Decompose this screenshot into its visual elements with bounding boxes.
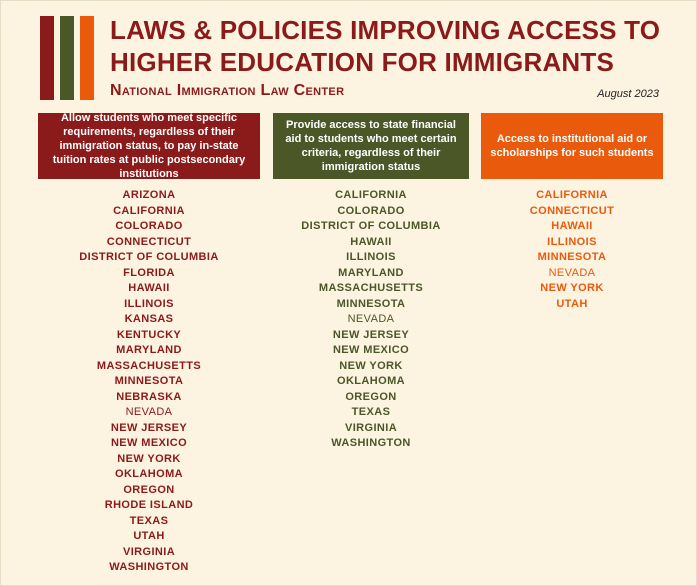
publication-date: August 2023 xyxy=(597,88,659,100)
state-list-item: HAWAII xyxy=(551,220,593,232)
state-list-item: NEVADA xyxy=(347,313,395,325)
state-list-item: FLORIDA xyxy=(123,266,175,279)
state-list-item: HAWAII xyxy=(128,282,170,294)
state-list-item: MARYLAND xyxy=(338,266,404,279)
state-list-item: OREGON xyxy=(345,390,397,403)
state-list-item: NEW JERSEY xyxy=(110,421,188,434)
state-list-item: NEW MEXICO xyxy=(332,344,410,356)
state-list-item: ILLINOIS xyxy=(124,297,174,310)
state-list-state-financial-aid xyxy=(273,188,469,452)
logo-bars xyxy=(40,16,96,100)
state-list-item: COLORADO xyxy=(337,204,405,217)
state-list-item: NEW YORK xyxy=(540,282,604,294)
state-list-item: UTAH xyxy=(133,530,165,542)
state-list-item: MASSACHUSETTS xyxy=(318,282,424,294)
column-heading-state-financial-aid: Provide access to state financial aid to students who meet certain criteria, regardless of their immigration status xyxy=(273,113,469,179)
state-list-item: CALIFORNIA xyxy=(113,204,185,217)
state-list-item: VIRGINIA xyxy=(122,545,176,558)
state-list-item: TEXAS xyxy=(351,406,391,418)
logo-bar-maroon xyxy=(40,16,54,100)
state-list-item: VIRGINIA xyxy=(344,421,398,434)
state-list-item: OKLAHOMA xyxy=(115,468,183,480)
state-list-item: MASSACHUSETTS xyxy=(96,359,202,372)
state-list-item: OKLAHOMA xyxy=(337,375,405,387)
state-list-in-state-tuition xyxy=(38,188,260,576)
state-list-item: CALIFORNIA xyxy=(335,189,407,201)
state-list-institutional-aid xyxy=(481,188,663,312)
state-list-item: MINNESOTA xyxy=(114,375,184,387)
state-list-item: KENTUCKY xyxy=(116,328,182,341)
state-list-item: HAWAII xyxy=(350,235,392,248)
state-list-item: MARYLAND xyxy=(116,344,182,356)
state-list-item: WASHINGTON xyxy=(109,561,189,573)
state-list-item: UTAH xyxy=(556,297,588,310)
state-list-item: DISTRICT OF COLUMBIA xyxy=(79,251,219,263)
logo-bar-orange xyxy=(80,16,94,100)
column-heading-institutional-aid: Access to institutional aid or scholarships for such students xyxy=(481,113,663,179)
column-heading-in-state-tuition: Allow students who meet specific requirements, regardless of their immigration status, to pay in-state tuition rates at public postsecondary institutions xyxy=(38,113,260,179)
state-list-item: KANSAS xyxy=(124,313,174,325)
state-list-item: NEW YORK xyxy=(339,359,403,372)
state-list-item: CONNECTICUT xyxy=(529,204,615,217)
state-list-item: ARIZONA xyxy=(122,189,176,201)
organization-name: National Immigration Law Center xyxy=(110,82,345,99)
state-list-item: NEW JERSEY xyxy=(332,328,410,341)
state-list-item: TEXAS xyxy=(129,514,169,527)
state-list-item: OREGON xyxy=(123,483,175,496)
state-list-item: MINNESOTA xyxy=(537,251,607,263)
state-list-item: RHODE ISLAND xyxy=(104,499,194,511)
logo-bar-olive xyxy=(60,16,74,100)
state-list-item: NEBRASKA xyxy=(116,390,182,403)
state-list-item: COLORADO xyxy=(115,220,183,232)
state-list-item: CONNECTICUT xyxy=(106,235,192,248)
state-list-item: ILLINOIS xyxy=(346,251,396,263)
state-list-item: NEW MEXICO xyxy=(110,437,188,449)
state-list-item: MINNESOTA xyxy=(336,297,406,310)
state-list-item: ILLINOIS xyxy=(547,235,597,248)
state-list-item: NEVADA xyxy=(125,406,173,418)
state-list-item: CALIFORNIA xyxy=(536,189,608,201)
state-list-item: NEW YORK xyxy=(117,452,181,465)
state-list-item: DISTRICT OF COLUMBIA xyxy=(301,220,441,232)
state-list-item: WASHINGTON xyxy=(331,437,411,449)
page-title: LAWS & POLICIES IMPROVING ACCESS TO HIGHER EDUCATION FOR IMMIGRANTS xyxy=(110,15,661,77)
state-list-item: NEVADA xyxy=(548,266,596,279)
